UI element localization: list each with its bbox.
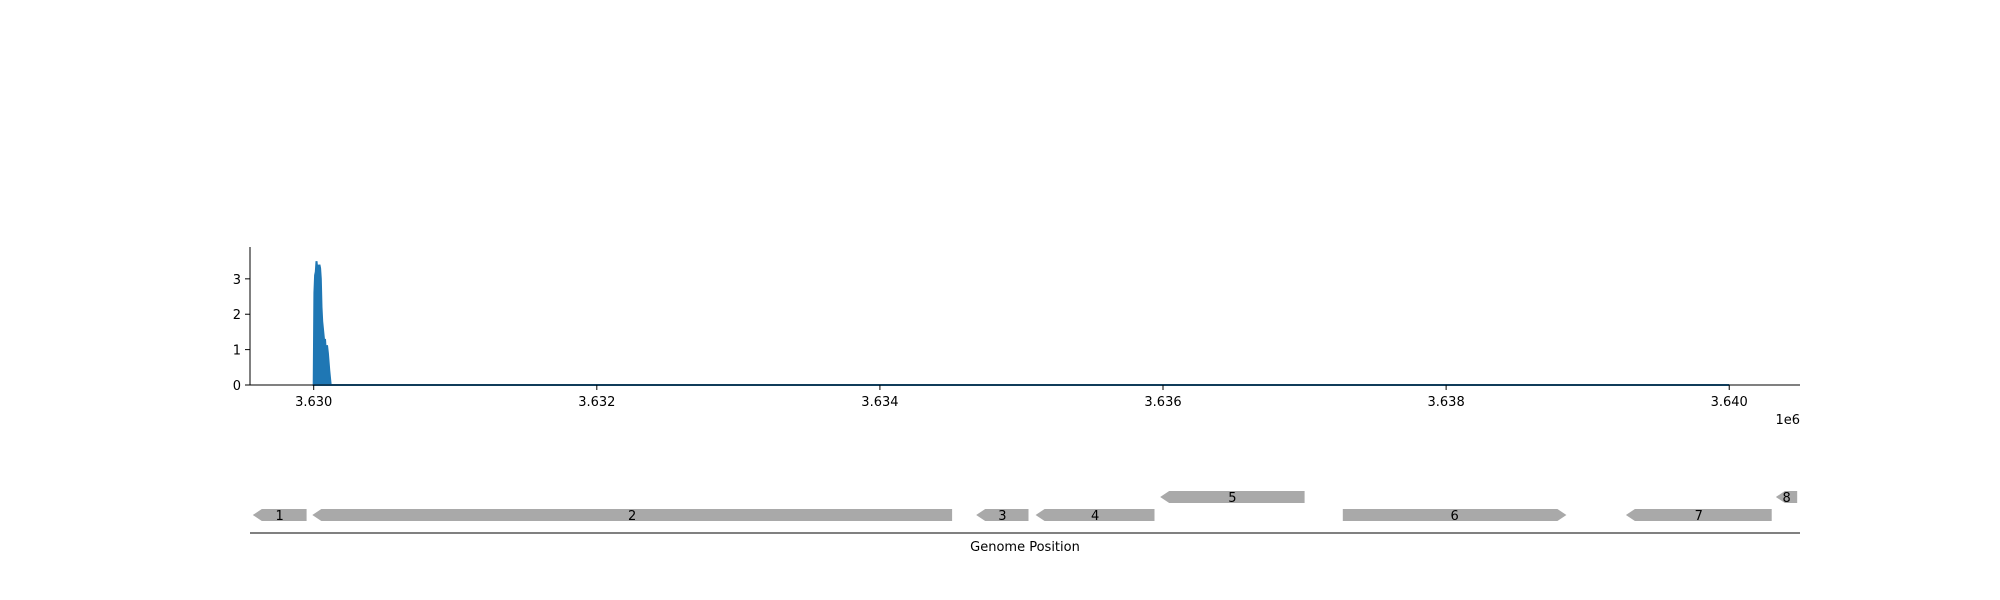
y-tick-label: 0 [232, 379, 241, 394]
x-tick-label: 3.640 [1710, 395, 1748, 410]
x-tick-label: 3.634 [861, 395, 899, 410]
y-tick-label: 2 [232, 308, 241, 324]
x-axis-offset-label: 1e6 [1775, 413, 1800, 428]
gene-label-5: 5 [1228, 491, 1237, 506]
gene-label-4: 4 [1090, 509, 1100, 524]
gene-label-2: 2 [628, 509, 637, 524]
x-tick-label: 3.636 [1144, 395, 1182, 410]
x-tick-label: 3.630 [295, 395, 333, 410]
x-tick-label: 3.638 [1427, 395, 1465, 410]
gene-label-1: 1 [275, 509, 284, 524]
gene-label-6: 6 [1450, 509, 1459, 524]
gene-label-8: 8 [1782, 491, 1791, 506]
gene-track-x-axis-label: Genome Position [970, 540, 1080, 555]
gene-label-7: 7 [1694, 509, 1703, 524]
y-tick-label: 1 [232, 343, 241, 359]
x-tick-label: 3.632 [578, 395, 616, 410]
gene-label-3: 3 [998, 509, 1007, 524]
y-tick-label: 3 [232, 272, 241, 288]
